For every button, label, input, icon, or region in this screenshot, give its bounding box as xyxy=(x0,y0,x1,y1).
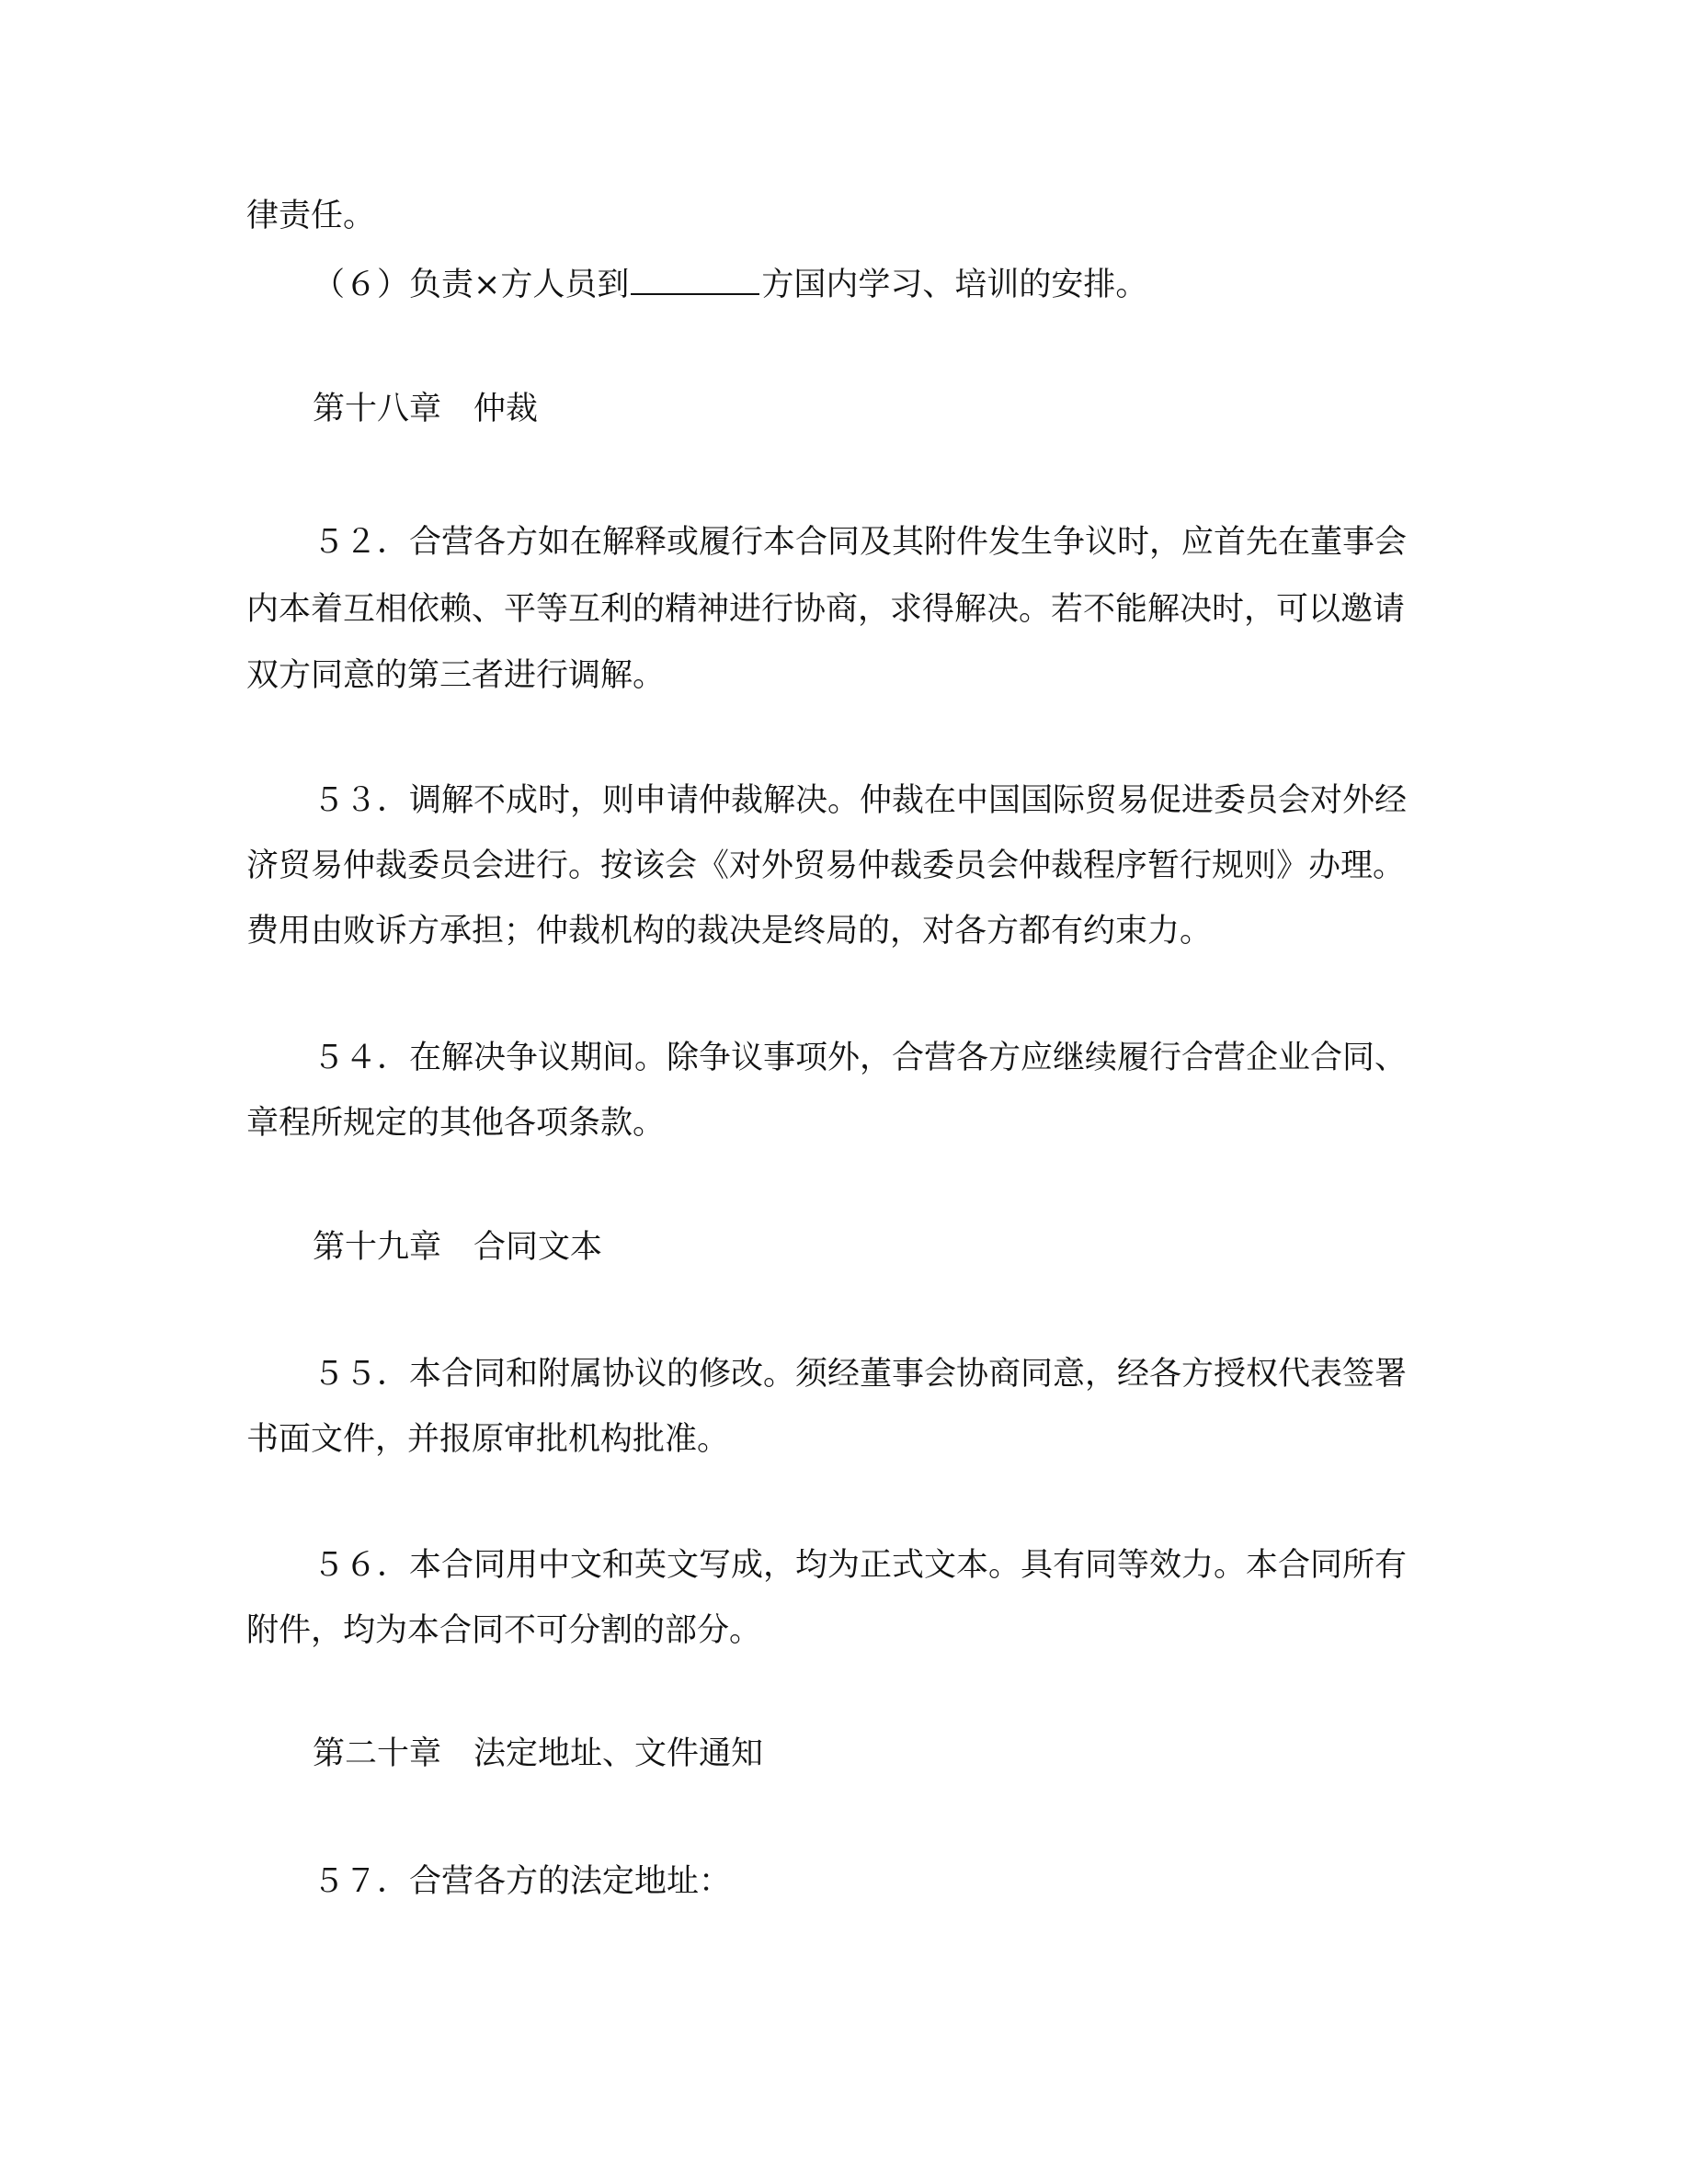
clause-52-line-2: 内本着互相依赖、平等互利的精神进行协商，求得解决。若不能解决时，可以邀请 xyxy=(246,591,1406,628)
clause-56-line-1: ５６．本合同用中文和英文写成，均为正式文本。具有同等效力。本合同所有 xyxy=(313,1547,1408,1584)
fill-in-blank xyxy=(631,266,759,295)
line-text-before-blank: （６）负责×方人员到 xyxy=(313,267,630,303)
chapter-heading-18: 第十八章 仲裁 xyxy=(313,391,539,427)
clause-56-line-2: 附件，均为本合同不可分割的部分。 xyxy=(246,1612,762,1649)
clause-52-line-3: 双方同意的第三者进行调解。 xyxy=(246,657,666,694)
clause-53-line-2: 济贸易仲裁委员会进行。按该会《对外贸易仲裁委员会仲裁程序暂行规则》办理。 xyxy=(246,847,1406,884)
clause-55-line-1: ５５．本合同和附属协议的修改。须经董事会协商同意，经各方授权代表签署 xyxy=(313,1356,1408,1393)
paragraph-line-with-blank xyxy=(313,253,1147,317)
clause-57-line-1: ５７．合营各方的法定地址： xyxy=(313,1863,732,1900)
chapter-heading-19: 第十九章 合同文本 xyxy=(313,1229,603,1266)
clause-55-line-2: 书面文件，并报原审批机构批准。 xyxy=(246,1421,730,1458)
clause-52-line-1: ５２．合营各方如在解释或履行本合同及其附件发生争议时，应首先在董事会 xyxy=(313,524,1408,561)
clause-53-line-3: 费用由败诉方承担；仲裁机构的裁决是终局的，对各方都有约束力。 xyxy=(246,913,1213,950)
paragraph-line: 律责任。 xyxy=(246,198,376,234)
clause-54-line-2: 章程所规定的其他各项条款。 xyxy=(246,1105,666,1142)
clause-53-line-1: ５３．调解不成时，则申请仲裁解决。仲裁在中国国际贸易促进委员会对外经 xyxy=(313,782,1408,819)
chapter-heading-20: 第二十章 法定地址、文件通知 xyxy=(313,1735,764,1772)
clause-54-line-1: ５４．在解决争议期间。除争议事项外，合营各方应继续履行合营企业合同、 xyxy=(313,1040,1408,1076)
line-text-after-blank: 方国内学习、培训的安排。 xyxy=(761,267,1148,303)
